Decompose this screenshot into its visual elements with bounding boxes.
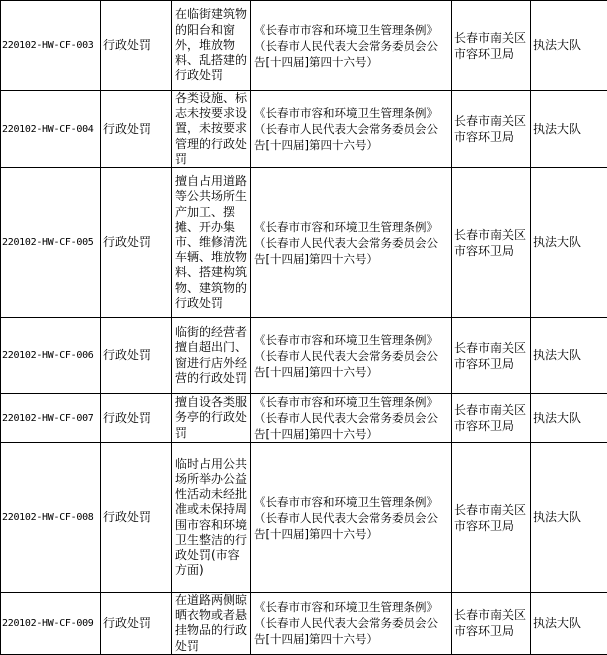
item-name: 擅自设各类服务亭的行政处罚	[172, 394, 251, 443]
item-code: 220102-HW-CF-005	[1, 168, 101, 318]
item-name: 临街的经营者擅自超出门、窗进行店外经营的行政处罚	[172, 318, 251, 394]
legal-basis: 《长春市市容和环境卫生管理条例》（长春市人民代表大会常务委员会公告[十四届]第四十六号）	[251, 593, 452, 655]
department: 长春市南关区市容环卫局	[452, 168, 531, 318]
table-row	[1, 394, 607, 443]
table-row	[1, 318, 607, 394]
item-code: 220102-HW-CF-008	[1, 443, 101, 593]
item-type: 行政处罚	[101, 318, 172, 394]
item-name: 各类设施、标志未按要求设置，未按要求管理的行政处罚	[172, 91, 251, 168]
item-name: 擅自占用道路等公共场所生产加工、摆摊、开办集市、维修清洗车辆、堆放物料、搭建构筑物、建筑物的行政处罚	[172, 168, 251, 318]
department: 长春市南关区市容环卫局	[452, 1, 531, 91]
legal-basis: 《长春市市容和环境卫生管理条例》（长春市人民代表大会常务委员会公告[十四届]第四十六号）	[251, 394, 452, 443]
executing-unit: 执法大队	[531, 394, 607, 443]
table-row	[1, 593, 607, 655]
department: 长春市南关区市容环卫局	[452, 91, 531, 168]
legal-basis: 《长春市市容和环境卫生管理条例》（长春市人民代表大会常务委员会公告[十四届]第四十六号）	[251, 443, 452, 593]
legal-basis: 《长春市市容和环境卫生管理条例》（长春市人民代表大会常务委员会公告[十四届]第四十六号）	[251, 318, 452, 394]
table-row	[1, 168, 607, 318]
item-code: 220102-HW-CF-004	[1, 91, 101, 168]
legal-basis: 《长春市市容和环境卫生管理条例》（长春市人民代表大会常务委员会公告[十四届]第四十六号）	[251, 1, 452, 91]
item-type: 行政处罚	[101, 394, 172, 443]
item-type: 行政处罚	[101, 91, 172, 168]
item-type: 行政处罚	[101, 443, 172, 593]
department: 长春市南关区市容环卫局	[452, 443, 531, 593]
department: 长春市南关区市容环卫局	[452, 593, 531, 655]
executing-unit: 执法大队	[531, 318, 607, 394]
item-name: 在道路两侧晾晒衣物或者悬挂物品的行政处罚	[172, 593, 251, 655]
item-code: 220102-HW-CF-007	[1, 394, 101, 443]
legal-basis: 《长春市市容和环境卫生管理条例》（长春市人民代表大会常务委员会公告[十四届]第四十六号）	[251, 168, 452, 318]
item-code: 220102-HW-CF-009	[1, 593, 101, 655]
table-row	[1, 1, 607, 91]
executing-unit: 执法大队	[531, 593, 607, 655]
item-code: 220102-HW-CF-006	[1, 318, 101, 394]
table-row	[1, 91, 607, 168]
executing-unit: 执法大队	[531, 1, 607, 91]
item-name: 在临街建筑物的阳台和窗外，堆放物料、乱搭建的行政处罚	[172, 1, 251, 91]
item-type: 行政处罚	[101, 168, 172, 318]
table-body	[1, 1, 607, 655]
department: 长春市南关区市容环卫局	[452, 318, 531, 394]
legal-basis: 《长春市市容和环境卫生管理条例》（长春市人民代表大会常务委员会公告[十四届]第四十六号）	[251, 91, 452, 168]
item-code: 220102-HW-CF-003	[1, 1, 101, 91]
item-name: 临时占用公共场所举办公益性活动未经批准或未保持周围市容和环境卫生整洁的行政处罚(市容方面)	[172, 443, 251, 593]
department: 长春市南关区市容环卫局	[452, 394, 531, 443]
executing-unit: 执法大队	[531, 168, 607, 318]
item-type: 行政处罚	[101, 593, 172, 655]
item-type: 行政处罚	[101, 1, 172, 91]
executing-unit: 执法大队	[531, 91, 607, 168]
executing-unit: 执法大队	[531, 443, 607, 593]
table-row	[1, 443, 607, 593]
